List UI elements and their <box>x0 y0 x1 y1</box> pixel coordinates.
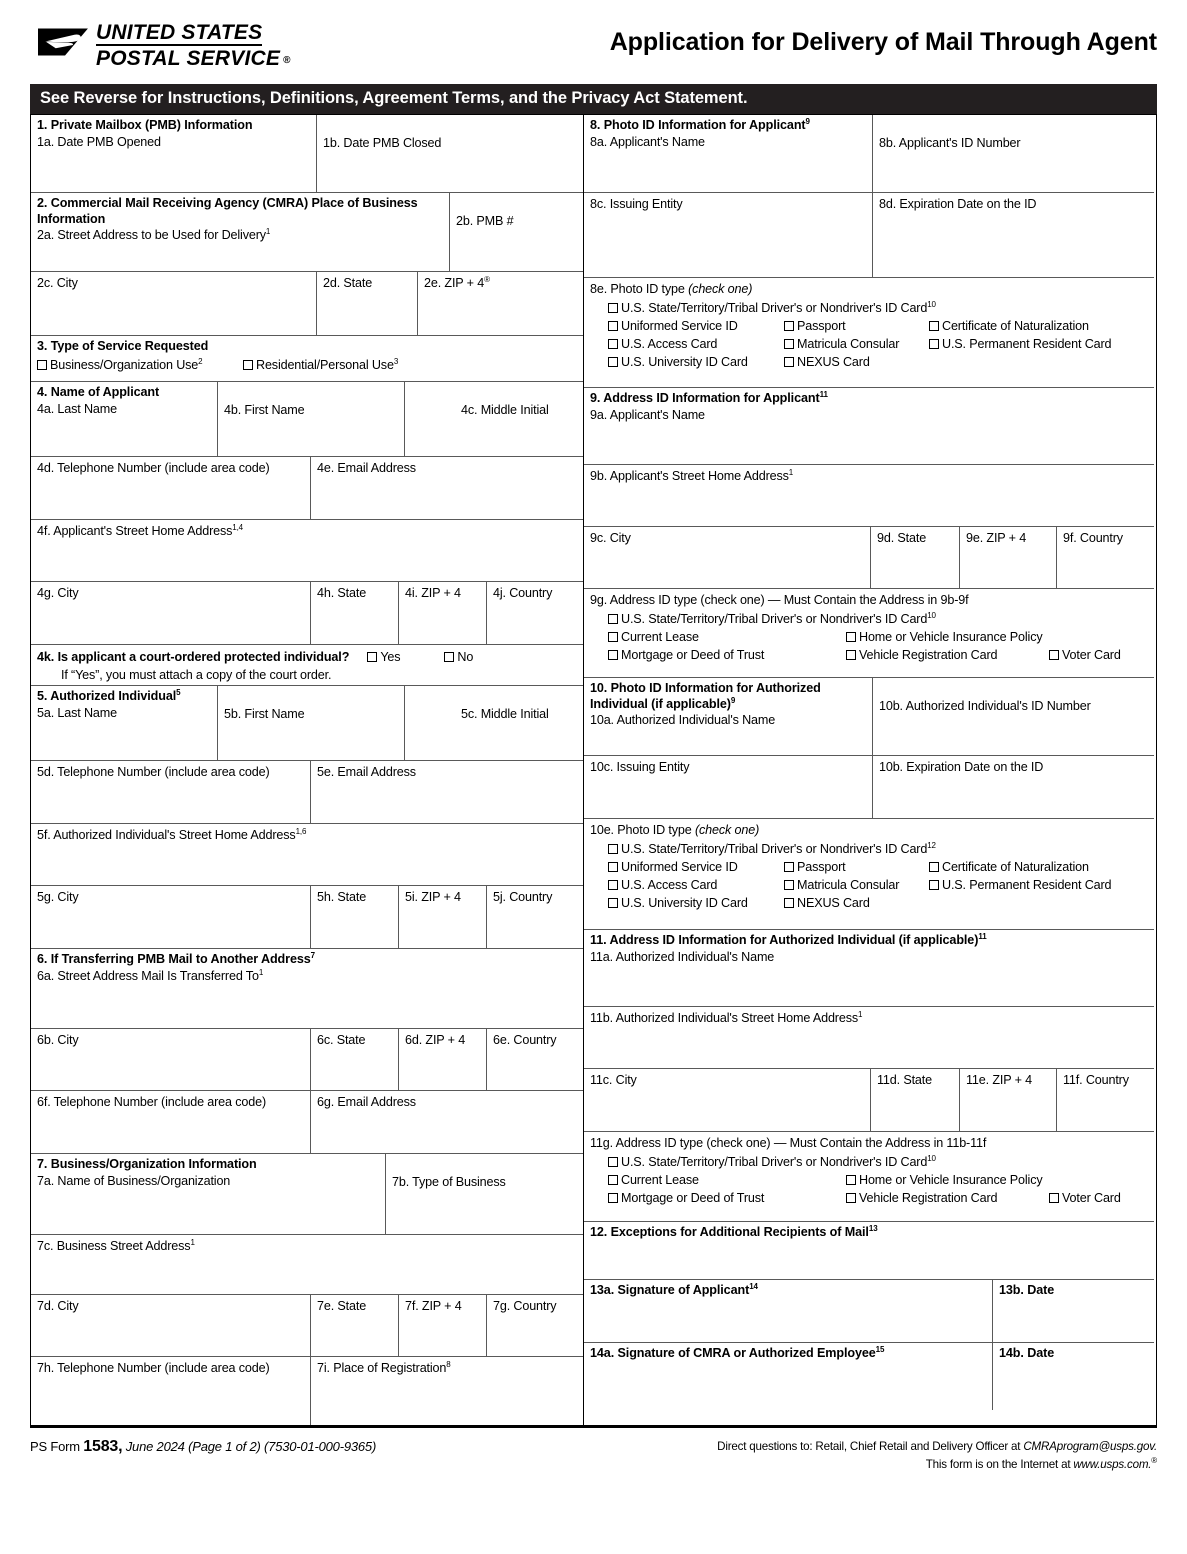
field-4g[interactable] <box>31 582 310 644</box>
checkbox-8e-state-id[interactable]: U.S. State/Territory/Tribal Driver's or Nondriver's ID Card$^{10}$ <box>608 300 1152 318</box>
field-1a[interactable] <box>31 115 316 192</box>
label-4j: 4j. Country <box>493 586 553 600</box>
field-4f[interactable] <box>31 520 582 581</box>
section-7-row3 <box>31 1295 583 1357</box>
page-header <box>30 18 1157 80</box>
checkbox-icon[interactable] <box>608 1193 618 1203</box>
checkbox-icon[interactable] <box>929 339 939 349</box>
checkbox-8e-permanent-resident-card[interactable]: U.S. Permanent Resident Card <box>929 336 1111 354</box>
checkbox-10e-nexus-card[interactable]: NEXUS Card <box>784 895 929 913</box>
field-5e[interactable] <box>310 761 582 823</box>
section-5-row1 <box>31 686 583 761</box>
label-4d: 4d. Telephone Number (include area code) <box>37 461 270 475</box>
label-2e: 2e. ZIP + 4® <box>424 274 490 290</box>
section-1-row <box>31 115 583 193</box>
field-4b[interactable] <box>217 382 404 456</box>
label-1a: 1a. Date PMB Opened <box>37 134 161 149</box>
checkbox-9g-insurance-policy[interactable]: Home or Vehicle Insurance Policy <box>846 629 1043 647</box>
label-5i: 5i. ZIP + 4 <box>405 890 461 904</box>
label-7h: 7h. Telephone Number (include area code) <box>37 1361 270 1375</box>
label-6d: 6d. ZIP + 4 <box>405 1033 466 1047</box>
field-4d[interactable] <box>31 457 310 519</box>
label-6e: 6e. Country <box>493 1033 557 1047</box>
section-7-row2 <box>31 1235 583 1295</box>
label-6b: 6b. City <box>37 1033 79 1047</box>
section-9-heading: 9. Address ID Information for Applicant$^{11}$ <box>590 389 828 405</box>
label-9b: 9b. Applicant's Street Home Address$^1$ <box>590 467 794 483</box>
label-5g: 5g. City <box>37 890 79 904</box>
label-4b: 4b. First Name <box>224 403 305 417</box>
section-5-row4 <box>31 886 583 949</box>
field-6a[interactable] <box>31 949 582 1028</box>
field-9b[interactable] <box>584 465 1152 526</box>
section-12-row <box>584 1222 1154 1280</box>
section-9-row3 <box>584 527 1154 589</box>
section-10-heading: 10. Photo ID Information for Authorized Individual (if applicable)$^9$ <box>590 681 821 711</box>
section-11-row3 <box>584 1069 1154 1132</box>
checkbox-icon[interactable] <box>929 862 939 872</box>
label-7e: 7e. State <box>317 1299 367 1313</box>
field-7g[interactable] <box>486 1295 582 1356</box>
section-11g-row <box>584 1132 1154 1222</box>
field-5c[interactable] <box>404 686 582 760</box>
usps-logo <box>38 22 291 69</box>
section-8e-row <box>584 278 1154 388</box>
label-10e: 10e. Photo ID type (check one) <box>590 823 760 837</box>
see-reverse-banner: See Reverse for Instructions, Definitions, Agreement Terms, and the Privacy Act Statement. <box>30 84 1157 114</box>
label-14a: 14a. Signature of CMRA or Authorized Employee$^{15}$ <box>590 1344 885 1360</box>
checkbox-11g-vehicle-registration[interactable]: Vehicle Registration Card <box>846 1190 1049 1208</box>
field-9e[interactable] <box>959 527 1056 588</box>
checkbox-icon[interactable] <box>243 360 253 370</box>
field-6e[interactable] <box>486 1029 582 1090</box>
field-7a[interactable] <box>31 1154 385 1234</box>
field-10c[interactable] <box>584 756 872 818</box>
section-7-heading: 7. Business/Organization Information <box>37 1157 257 1171</box>
label-11a: 11a. Authorized Individual's Name <box>590 949 775 964</box>
field-8d[interactable] <box>872 193 1152 277</box>
label-4e: 4e. Email Address <box>317 461 416 475</box>
section-5-row2 <box>31 761 583 824</box>
section-8-heading: 8. Photo ID Information for Applicant$^9$ <box>590 116 810 132</box>
section-6-heading: 6. If Transferring PMB Mail to Another Address$^7$ <box>37 950 316 966</box>
field-6g[interactable] <box>310 1091 582 1153</box>
field-10b[interactable] <box>872 678 1152 755</box>
field-2b[interactable] <box>449 193 582 271</box>
field-2d[interactable] <box>316 272 417 335</box>
label-8a: 8a. Applicant's Name <box>590 134 705 149</box>
usps-eagle-icon <box>38 24 90 58</box>
checkbox-8e-matricula-consular[interactable]: Matricula Consular <box>784 336 929 354</box>
checkbox-icon[interactable] <box>784 357 794 367</box>
field-13a[interactable] <box>584 1280 992 1342</box>
label-7a: 7a. Name of Business/Organization <box>37 1173 231 1188</box>
label-2a: 2a. Street Address to be Used for Delivery$^1$ <box>37 227 271 243</box>
section-7-row1 <box>31 1154 583 1235</box>
field-11d[interactable] <box>870 1069 959 1131</box>
checkbox-icon[interactable] <box>1049 650 1059 660</box>
section-4-row4 <box>31 582 583 645</box>
field-8e <box>584 278 1152 387</box>
field-12[interactable] <box>584 1222 1152 1279</box>
label-6f: 6f. Telephone Number (include area code) <box>37 1095 266 1109</box>
checkbox-4k-no[interactable]: No <box>444 649 473 667</box>
label-8b: 8b. Applicant's ID Number <box>879 136 1021 150</box>
label-9c: 9c. City <box>590 531 631 545</box>
checkbox-9g-voter-card[interactable]: Voter Card <box>1049 647 1121 665</box>
checkbox-10e-passport[interactable]: Passport <box>784 859 929 877</box>
checkbox-icon[interactable] <box>608 339 618 349</box>
checkbox-4k-yes[interactable]: Yes <box>367 649 400 667</box>
label-13a: 13a. Signature of Applicant$^{14}$ <box>590 1281 758 1297</box>
field-8a[interactable] <box>584 115 872 192</box>
section-12-heading: 12. Exceptions for Additional Recipients of Mail$^{13}$ <box>590 1223 878 1239</box>
section-3-row <box>31 336 583 382</box>
field-9g <box>584 589 1152 677</box>
label-11c: 11c. City <box>590 1073 637 1087</box>
checkbox-business-org-use[interactable]: Business/Organization Use$^2$ <box>37 357 243 375</box>
label-10d: 10b. Expiration Date on the ID <box>879 760 1044 774</box>
section-3 <box>31 336 582 381</box>
form-grid <box>30 114 1157 1428</box>
field-6f[interactable] <box>31 1091 310 1153</box>
label-5h: 5h. State <box>317 890 367 904</box>
label-7f: 7f. ZIP + 4 <box>405 1299 462 1313</box>
field-5h[interactable] <box>310 886 398 948</box>
field-11e[interactable] <box>959 1069 1056 1131</box>
field-2e[interactable] <box>417 272 582 335</box>
checkbox-8e-us-access-card[interactable]: U.S. Access Card <box>608 336 784 354</box>
label-4g: 4g. City <box>37 586 79 600</box>
section-2-row2 <box>31 272 583 336</box>
field-11f[interactable] <box>1056 1069 1152 1131</box>
section-14-row <box>584 1343 1154 1410</box>
checkbox-8e-passport[interactable]: Passport <box>784 318 929 336</box>
field-13b[interactable] <box>992 1280 1152 1342</box>
label-6g: 6g. Email Address <box>317 1095 416 1109</box>
label-14b: 14b. Date <box>999 1346 1055 1360</box>
usps-brand-line2: POSTAL SERVICE ® <box>96 47 291 70</box>
field-5g[interactable] <box>31 886 310 948</box>
checkbox-icon[interactable] <box>608 632 618 642</box>
footer-line-2: This form is on the Internet at www.usps.com.® <box>925 1456 1157 1472</box>
field-7i[interactable] <box>310 1357 582 1425</box>
checkbox-10e-certificate-naturalization[interactable]: Certificate of Naturalization <box>929 859 1089 877</box>
label-2d: 2d. State <box>323 276 373 290</box>
label-5a: 5a. Last Name <box>37 705 117 720</box>
checkbox-icon[interactable] <box>608 650 618 660</box>
checkbox-icon[interactable] <box>784 880 794 890</box>
field-11b[interactable] <box>584 1007 1152 1068</box>
checkbox-icon[interactable] <box>784 321 794 331</box>
section-10-row2 <box>584 756 1154 819</box>
field-11c[interactable] <box>584 1069 870 1131</box>
field-7c[interactable] <box>31 1235 582 1294</box>
label-4i: 4i. ZIP + 4 <box>405 586 461 600</box>
checkbox-10e-us-access-card[interactable]: U.S. Access Card <box>608 877 784 895</box>
label-4a: 4a. Last Name <box>37 401 117 416</box>
checkbox-icon[interactable] <box>608 844 618 854</box>
label-4f: 4f. Applicant's Street Home Address$^{1,4}$ <box>37 522 243 538</box>
label-6c: 6c. State <box>317 1033 366 1047</box>
section-11-row1 <box>584 930 1154 1007</box>
section-4-row1 <box>31 382 583 457</box>
section-8-row1 <box>584 115 1154 193</box>
label-5b: 5b. First Name <box>224 707 305 721</box>
section-9-row2 <box>584 465 1154 527</box>
field-10e <box>584 819 1152 929</box>
label-9e: 9e. ZIP + 4 <box>966 531 1027 545</box>
checkbox-icon[interactable] <box>784 898 794 908</box>
checkbox-icon[interactable] <box>608 898 618 908</box>
section-9-row1 <box>584 388 1154 465</box>
section-6-row2 <box>31 1029 583 1091</box>
checkbox-icon[interactable] <box>608 1157 618 1167</box>
checkbox-icon[interactable] <box>608 880 618 890</box>
section-8-row2 <box>584 193 1154 278</box>
checkbox-10e-uniformed-service-id[interactable]: Uniformed Service ID <box>608 859 784 877</box>
checkbox-residential-personal-use[interactable]: Residential/Personal Use$^3$ <box>243 357 398 375</box>
label-8d: 8d. Expiration Date on the ID <box>879 197 1037 211</box>
field-4i[interactable] <box>398 582 486 644</box>
field-5b[interactable] <box>217 686 404 760</box>
field-1b[interactable] <box>316 115 582 192</box>
checkbox-icon[interactable] <box>608 303 618 313</box>
label-4c: 4c. Middle Initial <box>461 403 549 417</box>
checkbox-8e-certificate-naturalization[interactable]: Certificate of Naturalization <box>929 318 1089 336</box>
page-title: Application for Delivery of Mail Through Agent <box>609 28 1157 56</box>
field-8b[interactable] <box>872 115 1152 192</box>
checkbox-10e-permanent-resident-card[interactable]: U.S. Permanent Resident Card <box>929 877 1111 895</box>
field-7e[interactable] <box>310 1295 398 1356</box>
section-10-row1 <box>584 678 1154 756</box>
left-column <box>31 115 584 1425</box>
label-10b: 10b. Authorized Individual's ID Number <box>879 699 1091 713</box>
checkbox-icon[interactable] <box>1049 1193 1059 1203</box>
section-4-heading: 4. Name of Applicant <box>37 385 160 399</box>
checkbox-icon[interactable] <box>608 1175 618 1185</box>
field-7f[interactable] <box>398 1295 486 1356</box>
label-7c: 7c. Business Street Address$^1$ <box>37 1237 195 1253</box>
checkbox-icon[interactable] <box>846 650 856 660</box>
checkbox-11g-state-id[interactable]: U.S. State/Territory/Tribal Driver's or Nondriver's ID Card$^{10}$ <box>608 1154 1152 1172</box>
label-5c: 5c. Middle Initial <box>461 707 549 721</box>
label-7d: 7d. City <box>37 1299 79 1313</box>
checkbox-10e-university-id-card[interactable]: U.S. University ID Card <box>608 895 784 913</box>
right-column <box>584 115 1154 1425</box>
section-11-heading: 11. Address ID Information for Authorized Individual (if applicable)$^{11}$ <box>590 931 987 947</box>
label-13b: 13b. Date <box>999 1283 1055 1297</box>
field-10a[interactable] <box>584 678 872 755</box>
field-4k <box>31 645 582 685</box>
label-4h: 4h. State <box>317 586 367 600</box>
field-9f[interactable] <box>1056 527 1152 588</box>
section-9g-row <box>584 589 1154 678</box>
field-4h[interactable] <box>310 582 398 644</box>
section-5-row3 <box>31 824 583 886</box>
checkbox-icon[interactable] <box>608 862 618 872</box>
checkbox-icon[interactable] <box>37 360 47 370</box>
checkbox-icon[interactable] <box>608 321 618 331</box>
field-4c[interactable] <box>404 382 582 456</box>
label-8e: 8e. Photo ID type (check one) <box>590 282 753 296</box>
checkbox-icon[interactable] <box>784 339 794 349</box>
section-1-heading: 1. Private Mailbox (PMB) Information <box>37 118 253 132</box>
field-2c[interactable] <box>31 272 316 335</box>
field-11a[interactable] <box>584 930 1152 1006</box>
section-6-row3 <box>31 1091 583 1154</box>
field-6c[interactable] <box>310 1029 398 1090</box>
checkbox-9g-state-id[interactable]: U.S. State/Territory/Tribal Driver's or Nondriver's ID Card$^{10}$ <box>608 611 1152 629</box>
section-5-heading: 5. Authorized Individual$^5$ <box>37 687 181 703</box>
note-4k: If “Yes”, you must attach a copy of the court order. <box>61 667 332 682</box>
checkbox-9g-mortgage-deed[interactable]: Mortgage or Deed of Trust <box>608 647 846 665</box>
section-4-row2 <box>31 457 583 520</box>
label-11f: 11f. Country <box>1063 1073 1129 1087</box>
field-7b[interactable] <box>385 1154 582 1234</box>
label-2c: 2c. City <box>37 276 78 290</box>
checkbox-11g-insurance-policy[interactable]: Home or Vehicle Insurance Policy <box>846 1172 1043 1190</box>
label-6a: 6a. Street Address Mail Is Transferred To$^1$ <box>37 967 264 983</box>
checkbox-11g-voter-card[interactable]: Voter Card <box>1049 1190 1121 1208</box>
label-7g: 7g. Country <box>493 1299 557 1313</box>
field-9d[interactable] <box>870 527 959 588</box>
field-9a[interactable] <box>584 388 1152 464</box>
field-5j[interactable] <box>486 886 582 948</box>
label-9d: 9d. State <box>877 531 927 545</box>
checkbox-icon[interactable] <box>846 632 856 642</box>
label-11d: 11d. State <box>877 1073 932 1087</box>
label-10c: 10c. Issuing Entity <box>590 760 690 774</box>
checkbox-8e-university-id-card[interactable]: U.S. University ID Card <box>608 354 784 372</box>
label-2b: 2b. PMB # <box>456 214 514 228</box>
form-identifier: PS Form 1583, June 2024 (Page 1 of 2) (7530-01-000-9365) <box>30 1438 377 1455</box>
checkbox-10e-state-id[interactable]: U.S. State/Territory/Tribal Driver's or Nondriver's ID Card$^{12}$ <box>608 841 1152 859</box>
checkbox-icon[interactable] <box>367 652 377 662</box>
field-5i[interactable] <box>398 886 486 948</box>
label-9a: 9a. Applicant's Name <box>590 407 705 422</box>
field-4j[interactable] <box>486 582 582 644</box>
checkbox-icon[interactable] <box>929 880 939 890</box>
label-7i: 7i. Place of Registration$^8$ <box>317 1359 451 1375</box>
field-2a[interactable] <box>31 193 449 271</box>
field-8c[interactable] <box>584 193 872 277</box>
section-2-heading: 2. Commercial Mail Receiving Agency (CMRA) Place of Business Information <box>37 196 418 226</box>
field-10d[interactable] <box>872 756 1152 818</box>
field-7d[interactable] <box>31 1295 310 1356</box>
form-page <box>0 18 1187 1554</box>
label-4k: 4k. Is applicant a court-ordered protected individual? <box>37 650 350 664</box>
label-7b: 7b. Type of Business <box>392 1175 506 1189</box>
field-6d[interactable] <box>398 1029 486 1090</box>
label-8c: 8c. Issuing Entity <box>590 197 683 211</box>
checkbox-icon[interactable] <box>846 1175 856 1185</box>
footer-line-1: Direct questions to: Retail, Chief Retail and Delivery Officer at CMRAprogram@usps.gov. <box>717 1440 1157 1453</box>
checkbox-9g-current-lease[interactable]: Current Lease <box>608 629 846 647</box>
label-5f: 5f. Authorized Individual's Street Home Address$^{1,6}$ <box>37 826 307 842</box>
section-4k-row <box>31 645 583 686</box>
checkbox-icon[interactable] <box>784 862 794 872</box>
section-10e-row <box>584 819 1154 930</box>
checkbox-icon[interactable] <box>608 357 618 367</box>
checkbox-icon[interactable] <box>929 321 939 331</box>
section-6-row1 <box>31 949 583 1029</box>
field-6b[interactable] <box>31 1029 310 1090</box>
label-11e: 11e. ZIP + 4 <box>966 1073 1032 1087</box>
section-13-row <box>584 1280 1154 1343</box>
checkbox-11g-mortgage-deed[interactable]: Mortgage or Deed of Trust <box>608 1190 846 1208</box>
field-4e[interactable] <box>310 457 582 519</box>
label-9g: 9g. Address ID type (check one) — Must Contain the Address in 9b-9f <box>590 593 969 607</box>
checkbox-9g-vehicle-registration[interactable]: Vehicle Registration Card <box>846 647 1049 665</box>
checkbox-8e-uniformed-service-id[interactable]: Uniformed Service ID <box>608 318 784 336</box>
checkbox-icon[interactable] <box>846 1193 856 1203</box>
field-7h[interactable] <box>31 1357 310 1425</box>
label-11g: 11g. Address ID type (check one) — Must Contain the Address in 11b-11f <box>590 1136 987 1150</box>
label-5d: 5d. Telephone Number (include area code) <box>37 765 270 779</box>
footer-contact <box>717 1438 1157 1474</box>
label-9f: 9f. Country <box>1063 531 1123 545</box>
checkbox-11g-current-lease[interactable]: Current Lease <box>608 1172 846 1190</box>
label-5j: 5j. Country <box>493 890 553 904</box>
checkbox-10e-matricula-consular[interactable]: Matricula Consular <box>784 877 929 895</box>
field-9c[interactable] <box>584 527 870 588</box>
section-7-row4 <box>31 1357 583 1425</box>
field-5f[interactable] <box>31 824 582 885</box>
label-1b: 1b. Date PMB Closed <box>323 136 442 150</box>
field-14b[interactable] <box>992 1343 1152 1410</box>
section-3-heading: 3. Type of Service Requested <box>37 339 209 353</box>
checkbox-icon[interactable] <box>608 614 618 624</box>
field-11g <box>584 1132 1152 1221</box>
field-14a[interactable] <box>584 1343 992 1410</box>
page-footer <box>30 1438 1157 1474</box>
field-4a[interactable] <box>31 382 217 456</box>
field-5d[interactable] <box>31 761 310 823</box>
checkbox-8e-nexus-card[interactable]: NEXUS Card <box>784 354 929 372</box>
usps-brand-line1: UNITED STATES <box>96 21 263 44</box>
label-10a: 10a. Authorized Individual's Name <box>590 713 776 728</box>
registered-mark: ® <box>283 55 291 66</box>
field-5a[interactable] <box>31 686 217 760</box>
section-11-row2 <box>584 1007 1154 1069</box>
section-4-row3 <box>31 520 583 582</box>
label-11b: 11b. Authorized Individual's Street Home Address$^1$ <box>590 1009 863 1025</box>
section-2-row1 <box>31 193 583 272</box>
checkbox-icon[interactable] <box>444 652 454 662</box>
label-5e: 5e. Email Address <box>317 765 416 779</box>
